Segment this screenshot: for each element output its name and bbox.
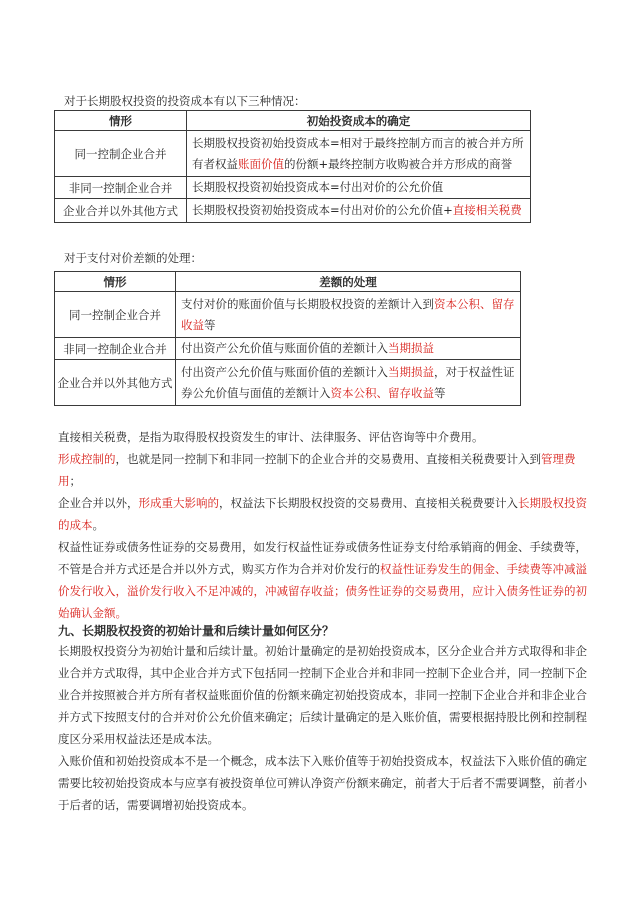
- row-label: 非同一控制企业合并: [55, 177, 187, 199]
- book-value-paragraph: 入账价值和初始投资成本不是一个概念，成本法下入账价值等于初始投资成本，权益法下入账价值的确定需要比较初始投资成本与应享有被投资单位可辨认净资产份额来确定，前者大于后者不需要调整，前者小于后者的话，需要调增初始投资成本。: [58, 754, 587, 812]
- table-row: [55, 131, 531, 177]
- header-situation: 情形: [55, 272, 176, 292]
- note-securities-fees: 权益性证券或债务性证券的交易费用，如发行权益性证券或债务性证券支付给承销商的佣金、手续费等，不管是合并方式还是合并以外方式，购买方作为合并对价发行的权益性证券发生的佣金、手续费等冲减溢价发行收入，溢价发行收入不足冲减的，冲减留存收益；债务性证券的交易费用，应计入债务性证券的初始确认金额。: [58, 540, 587, 620]
- row-text: 付出资产公允价值与账面价值的差额计入当期损益: [176, 338, 521, 360]
- section-heading: 九、长期股权投资的初始计量和后续计量如何区分？: [58, 624, 335, 638]
- row-text: 长期股权投资初始投资成本=相对于最终控制方而言的被合并方所有者权益账面价值的份额+最终控制方收购被合并方形成的商誉: [187, 131, 531, 177]
- intro-investment-cost: 对于长期股权投资的投资成本有以下三种情况：: [64, 94, 306, 108]
- header-difference-treatment: 差额的处理: [176, 272, 521, 292]
- difference-treatment-table: [54, 271, 521, 406]
- intro-difference-treatment: 对于支付对价差额的处理：: [64, 251, 202, 265]
- row-text: 支付对价的账面价值与长期股权投资的差额计入到资本公积、留存收益等: [176, 292, 521, 338]
- row-label: 非同一控制企业合并: [55, 338, 176, 360]
- table-row: [55, 177, 531, 199]
- table-row: [55, 338, 521, 360]
- table-row: [55, 199, 531, 223]
- note-direct-costs: 直接相关税费，是指为取得股权投资发生的审计、法律服务、评估咨询等中介费用。: [58, 430, 484, 444]
- section9-body: [58, 640, 588, 816]
- header-cost-determination: 初始投资成本的确定: [187, 111, 531, 131]
- note-significant-influence: 企业合并以外，形成重大影响的，权益法下长期股权投资的交易费用、直接相关税费要计入长期股权投资的成本。: [58, 496, 587, 532]
- measurement-paragraph: 长期股权投资分为初始计量和后续计量。初始计量确定的是初始投资成本，区分企业合并方式取得和非企业合并方式取得，其中企业合并方式下包括同一控制下企业合并和非同一控制下企业合并，同一控制下企业合并按照被合并方所有者权益账面价值的份额来确定初始投资成本，非同一控制下企业合并和非企业合并方式下按照支付的合并对价公允价值来确定；后续计量确定的是入账价值，需要根据持股比例和控制程度区分采用权益法还是成本法。: [58, 644, 587, 746]
- header-situation: 情形: [55, 111, 187, 131]
- row-label: 同一控制企业合并: [55, 131, 187, 177]
- table-row: [55, 360, 521, 406]
- row-text: 付出资产公允价值与账面价值的差额计入当期损益，对于权益性证券公允价值与面值的差额计入资本公积、留存收益等: [176, 360, 521, 406]
- row-label: 同一控制企业合并: [55, 292, 176, 338]
- note-control-costs: 形成控制的，也就是同一控制下和非同一控制下的企业合并的交易费用、直接相关税费要计入到管理费用；: [58, 452, 576, 488]
- row-text: 长期股权投资初始投资成本=付出对价的公允价值+直接相关税费: [187, 199, 531, 223]
- row-label: 企业合并以外其他方式: [55, 199, 187, 223]
- notes-block: [58, 426, 588, 624]
- table-row: [55, 292, 521, 338]
- row-label: 企业合并以外其他方式: [55, 360, 176, 406]
- investment-cost-table: [54, 110, 531, 223]
- row-text: 长期股权投资初始投资成本=付出对价的公允价值: [187, 177, 531, 199]
